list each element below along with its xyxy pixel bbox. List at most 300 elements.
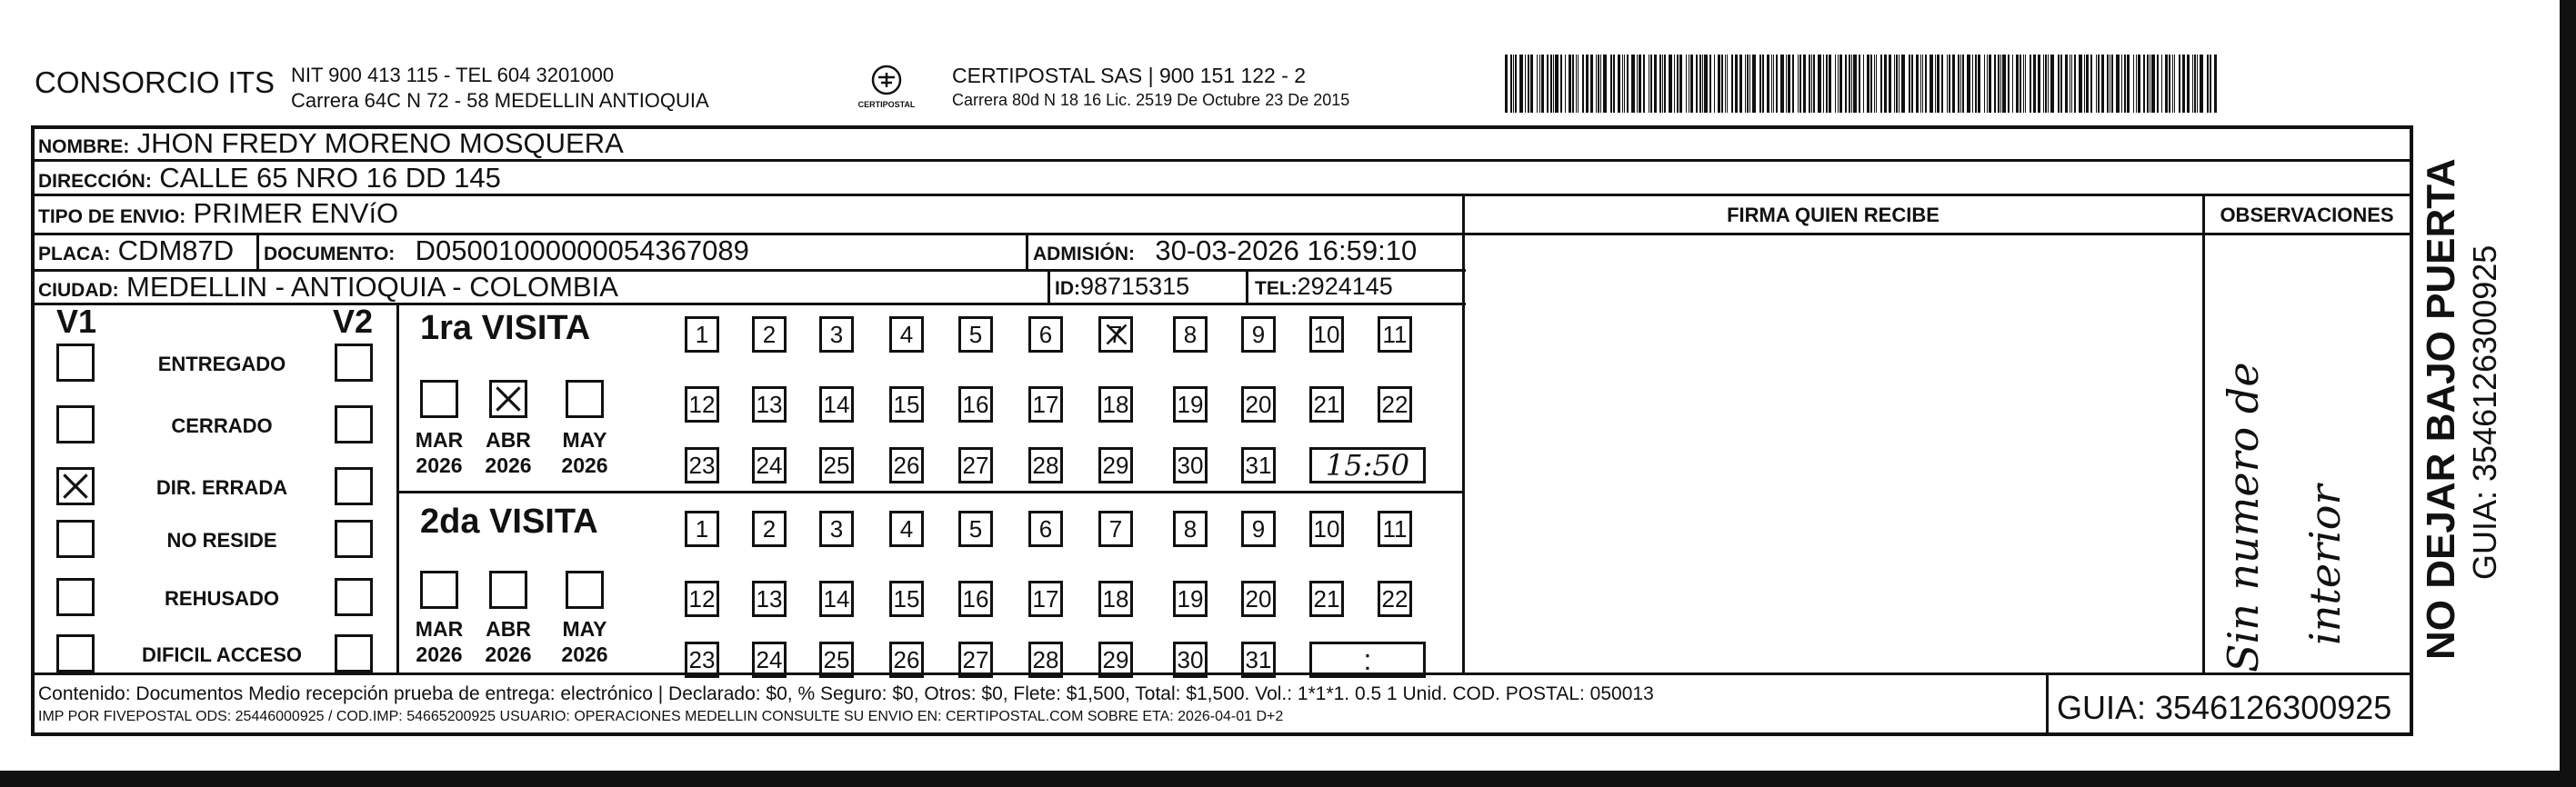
barcode-bar bbox=[1975, 55, 1977, 113]
barcode-bar bbox=[2143, 55, 2145, 113]
first-visit-day-11[interactable]: 11 bbox=[1378, 316, 1412, 353]
status-label: REHUSADO bbox=[165, 587, 279, 610]
second-visit-day-3[interactable]: 3 bbox=[819, 511, 854, 547]
barcode-bar bbox=[2207, 55, 2209, 113]
v2-header: V2 bbox=[333, 303, 374, 340]
admision-label: ADMISIÓN: bbox=[1033, 244, 1135, 264]
barcode-bar bbox=[2151, 55, 2155, 113]
barcode-bar bbox=[1735, 55, 1738, 113]
placa-label: PLACA: bbox=[38, 244, 111, 264]
company-name: CONSORCIO ITS bbox=[35, 65, 276, 99]
barcode-bar bbox=[1835, 55, 1836, 113]
second-visit-month-label bbox=[553, 616, 616, 667]
divider bbox=[1462, 195, 1465, 674]
first-visit-day-19[interactable]: 19 bbox=[1173, 386, 1208, 423]
first-visit-day-9[interactable]: 9 bbox=[1241, 316, 1276, 353]
barcode-bar bbox=[2194, 55, 2196, 113]
first-visit-month-checkbox-abr[interactable] bbox=[489, 380, 527, 418]
month-name: ABR bbox=[486, 617, 531, 641]
barcode-bar bbox=[1896, 55, 1898, 113]
barcode-bar bbox=[1624, 55, 1625, 113]
barcode-bar bbox=[1867, 55, 1869, 113]
barcode-bar bbox=[1553, 55, 1554, 113]
barcode-bar bbox=[2065, 55, 2068, 113]
barcode-bar bbox=[1752, 55, 1756, 113]
barcode-bar bbox=[2157, 55, 2159, 113]
status-label: ENTREGADO bbox=[157, 353, 286, 375]
barcode-bar bbox=[1749, 55, 1750, 113]
second-visit-time[interactable]: : bbox=[1309, 642, 1426, 678]
barcode-bar bbox=[1947, 55, 1948, 113]
barcode-bar bbox=[2174, 55, 2175, 113]
second-visit-day-25[interactable]: 25 bbox=[819, 642, 854, 678]
barcode-bar bbox=[1659, 55, 1661, 113]
month-name: MAR bbox=[415, 617, 464, 641]
barcode-bar bbox=[2058, 55, 2060, 113]
barcode-bar bbox=[1762, 55, 1764, 113]
barcode-bar bbox=[1669, 55, 1672, 113]
divider bbox=[2202, 195, 2205, 674]
barcode-bar bbox=[2030, 55, 2031, 113]
barcode-bar bbox=[1922, 55, 1923, 113]
barcode-bar bbox=[1586, 55, 1589, 113]
bottom-band bbox=[0, 771, 2576, 787]
barcode-bar bbox=[1967, 55, 1970, 113]
left-border bbox=[31, 125, 35, 734]
divider bbox=[396, 303, 399, 675]
barcode-bar bbox=[2121, 55, 2122, 113]
barcode-bar bbox=[1853, 55, 1857, 113]
barcode-bar bbox=[1884, 55, 1887, 113]
tipo-envio-label: TIPO DE ENVIO: bbox=[38, 206, 186, 227]
barcode-bar bbox=[2127, 55, 2130, 113]
barcode-bar bbox=[2200, 55, 2203, 113]
barcode-bar bbox=[1539, 55, 1540, 113]
barcode-bar bbox=[2012, 55, 2013, 113]
second-visit-day-1[interactable]: 1 bbox=[685, 511, 719, 547]
barcode-bar bbox=[2107, 55, 2109, 113]
barcode-bar bbox=[1747, 55, 1749, 113]
barcode-bar bbox=[2045, 55, 2047, 113]
second-visit-day-21[interactable]: 21 bbox=[1309, 581, 1344, 617]
second-visit-day-12[interactable]: 12 bbox=[685, 581, 719, 617]
nombre-row bbox=[38, 127, 624, 160]
company-nit: NIT 900 413 115 - TEL 604 3201000 bbox=[291, 64, 615, 86]
second-visit-day-27[interactable]: 27 bbox=[958, 642, 993, 678]
status-label: CERRADO bbox=[171, 414, 273, 437]
barcode-bar bbox=[2116, 55, 2120, 113]
tel-label: TEL: bbox=[1255, 278, 1298, 299]
barcode-bar bbox=[2187, 55, 2190, 113]
first-visit-day-7[interactable] bbox=[1098, 316, 1133, 353]
barcode-bar bbox=[1771, 55, 1772, 113]
second-visit-day-16[interactable]: 16 bbox=[958, 581, 993, 617]
v2-checkbox[interactable] bbox=[335, 634, 373, 672]
barcode-bar bbox=[1826, 55, 1828, 113]
first-visit-day-14[interactable]: 14 bbox=[819, 386, 854, 423]
first-visit-day-15[interactable]: 15 bbox=[889, 386, 924, 423]
footer-contenido: Contenido: Documentos Medio recepción prueba de entrega: electrónico | Declarado: $0, % Seguro: $0, Otros: $0, Flete: $1,500, Total: $1,500. Vol.: 1*1*1. 0.5 1 Unid. COD. POSTAL: 050013 bbox=[38, 683, 1654, 704]
barcode-bar bbox=[1637, 55, 1638, 113]
second-visit-day-9[interactable]: 9 bbox=[1241, 511, 1276, 547]
barcode-bar bbox=[1874, 55, 1875, 113]
right-border bbox=[2410, 125, 2413, 734]
barcode-bar bbox=[1818, 55, 1821, 113]
v2-checkbox[interactable] bbox=[335, 520, 373, 558]
direccion-value: CALLE 65 NRO 16 DD 145 bbox=[159, 162, 501, 194]
first-visit-month-label bbox=[553, 427, 616, 478]
barcode-bar bbox=[1960, 55, 1961, 113]
barcode-bar bbox=[2138, 55, 2140, 113]
first-visit-day-3[interactable]: 3 bbox=[819, 316, 854, 353]
first-visit-day-18[interactable]: 18 bbox=[1098, 386, 1133, 423]
barcode-bar bbox=[1916, 55, 1919, 113]
company-address: Carrera 64C N 72 - 58 MEDELLIN ANTIOQUIA bbox=[291, 89, 709, 112]
first-visit-day-29[interactable]: 29 bbox=[1098, 447, 1133, 483]
observacion-handwritten-line1: Sin numero de bbox=[2219, 362, 2268, 672]
second-visit-day-19[interactable]: 19 bbox=[1173, 581, 1208, 617]
second-visit-month-label bbox=[476, 616, 540, 667]
barcode-bar bbox=[1984, 55, 1985, 113]
second-visit-day-29[interactable]: 29 bbox=[1098, 642, 1133, 678]
second-visit-day-30[interactable]: 30 bbox=[1173, 642, 1208, 678]
barcode-bar bbox=[1989, 55, 1991, 113]
barcode-bar bbox=[1839, 55, 1842, 113]
barcode bbox=[1505, 55, 2223, 113]
v1-checkbox[interactable] bbox=[56, 344, 95, 382]
second-visit-day-15[interactable]: 15 bbox=[889, 581, 924, 617]
first-visit-day-27[interactable]: 27 bbox=[958, 447, 993, 483]
barcode-bar bbox=[1631, 55, 1635, 113]
barcode-bar bbox=[2016, 55, 2019, 113]
second-visit-day-24[interactable]: 24 bbox=[752, 642, 787, 678]
tipo-envio-row bbox=[38, 197, 398, 230]
second-visit-day-26[interactable]: 26 bbox=[889, 642, 924, 678]
day-number: 7 bbox=[1108, 320, 1123, 348]
barcode-bar bbox=[1829, 55, 1831, 113]
barcode-bar bbox=[1505, 55, 1508, 113]
barcode-bar bbox=[1513, 55, 1514, 113]
barcode-bar bbox=[1519, 55, 1523, 113]
barcode-bar bbox=[1803, 55, 1806, 113]
carrier-address: Carrera 80d N 18 16 Lic. 2519 De Octubre 23 De 2015 bbox=[952, 91, 1350, 109]
barcode-bar bbox=[1901, 55, 1905, 113]
barcode-bar bbox=[2169, 55, 2170, 113]
second-visit-day-6[interactable]: 6 bbox=[1028, 511, 1063, 547]
barcode-bar bbox=[2038, 55, 2040, 113]
barcode-bar bbox=[2020, 55, 2021, 113]
barcode-bar bbox=[2023, 55, 2024, 113]
first-visit-day-23[interactable]: 23 bbox=[685, 447, 719, 483]
first-visit-day-20[interactable]: 20 bbox=[1241, 386, 1276, 423]
barcode-bar bbox=[1677, 55, 1679, 113]
barcode-bar bbox=[2214, 55, 2217, 113]
second-visit-day-17[interactable]: 17 bbox=[1028, 581, 1063, 617]
divider bbox=[31, 672, 2413, 675]
barcode-bar bbox=[1704, 55, 1708, 113]
barcode-bar bbox=[1537, 55, 1538, 113]
barcode-bar bbox=[1935, 55, 1936, 113]
barcode-bar bbox=[1809, 55, 1810, 113]
barcode-bar bbox=[1714, 55, 1715, 113]
barcode-bar bbox=[1702, 55, 1703, 113]
first-visit-time[interactable]: 15:50 bbox=[1309, 447, 1426, 483]
tel-value: 2924145 bbox=[1297, 273, 1393, 300]
first-visit-month-checkbox-mar[interactable] bbox=[420, 380, 458, 418]
first-visit-day-2[interactable]: 2 bbox=[752, 316, 787, 353]
barcode-bar bbox=[1560, 55, 1562, 113]
barcode-bar bbox=[2098, 55, 2100, 113]
barcode-bar bbox=[1849, 55, 1850, 113]
barcode-bar bbox=[2133, 55, 2134, 113]
barcode-bar bbox=[2136, 55, 2137, 113]
barcode-bar bbox=[1788, 55, 1790, 113]
first-visit-day-17[interactable]: 17 bbox=[1028, 386, 1063, 423]
second-visit-day-10[interactable]: 10 bbox=[1309, 511, 1344, 547]
barcode-bar bbox=[1598, 55, 1599, 113]
first-visit-day-31[interactable]: 31 bbox=[1241, 447, 1276, 483]
barcode-bar bbox=[1600, 55, 1601, 113]
barcode-bar bbox=[1618, 55, 1620, 113]
barcode-bar bbox=[1894, 55, 1895, 113]
second-visit-day-23[interactable]: 23 bbox=[685, 642, 719, 678]
side-guia: GUIA: 3546126300925 bbox=[2466, 244, 2503, 580]
v2-checkbox[interactable] bbox=[335, 467, 373, 505]
v1-checkbox[interactable] bbox=[56, 405, 95, 443]
barcode-bar bbox=[1845, 55, 1847, 113]
barcode-bar bbox=[1610, 55, 1612, 113]
divider bbox=[1246, 269, 1248, 305]
second-visit-title: 2da VISITA bbox=[420, 503, 598, 541]
barcode-bar bbox=[2043, 55, 2044, 113]
barcode-bar bbox=[1639, 55, 1641, 113]
barcode-bar bbox=[1880, 55, 1882, 113]
second-visit-day-5[interactable]: 5 bbox=[958, 511, 993, 547]
certipostal-logo bbox=[855, 62, 918, 116]
first-visit-month-checkbox-may[interactable] bbox=[566, 380, 604, 418]
second-visit-day-11[interactable]: 11 bbox=[1378, 511, 1412, 547]
first-visit-day-4[interactable]: 4 bbox=[889, 316, 924, 353]
second-visit-day-18[interactable]: 18 bbox=[1098, 581, 1133, 617]
barcode-bar bbox=[1569, 55, 1571, 113]
first-visit-day-10[interactable]: 10 bbox=[1309, 316, 1344, 353]
first-visit-day-22[interactable]: 22 bbox=[1378, 386, 1412, 423]
second-visit-day-20[interactable]: 20 bbox=[1241, 581, 1276, 617]
barcode-bar bbox=[2025, 55, 2026, 113]
barcode-bar bbox=[1759, 55, 1761, 113]
month-name: MAR bbox=[415, 428, 464, 452]
barcode-bar bbox=[2096, 55, 2097, 113]
first-visit-day-6[interactable]: 6 bbox=[1028, 316, 1063, 353]
barcode-bar bbox=[1978, 55, 1980, 113]
barcode-bar bbox=[2079, 55, 2082, 113]
barcode-bar bbox=[1911, 55, 1913, 113]
direccion-label: DIRECCIÓN: bbox=[38, 171, 152, 192]
second-visit-month-checkbox-abr[interactable] bbox=[489, 571, 527, 609]
barcode-bar bbox=[1547, 55, 1549, 113]
barcode-bar bbox=[1696, 55, 1698, 113]
observacion-handwritten-line2: interior bbox=[2300, 484, 2350, 645]
documento-row bbox=[264, 234, 749, 267]
second-visit-day-14[interactable]: 14 bbox=[819, 581, 854, 617]
second-visit-day-8[interactable]: 8 bbox=[1173, 511, 1208, 547]
status-label: DIR. ERRADA bbox=[155, 476, 288, 499]
barcode-bar bbox=[1654, 55, 1657, 113]
barcode-bar bbox=[1699, 55, 1701, 113]
barcode-bar bbox=[1721, 55, 1723, 113]
first-visit-month-label bbox=[476, 427, 540, 478]
placa-row bbox=[38, 234, 234, 267]
barcode-bar bbox=[1767, 55, 1769, 113]
barcode-bar bbox=[1643, 55, 1645, 113]
first-visit-day-21[interactable]: 21 bbox=[1309, 386, 1344, 423]
barcode-bar bbox=[2086, 55, 2089, 113]
first-visit-day-13[interactable]: 13 bbox=[752, 386, 787, 423]
first-visit-day-26[interactable]: 26 bbox=[889, 447, 924, 483]
barcode-bar bbox=[2197, 55, 2198, 113]
barcode-bar bbox=[1949, 55, 1950, 113]
month-name: MAY bbox=[562, 617, 607, 641]
first-visit-day-25[interactable]: 25 bbox=[819, 447, 854, 483]
barcode-bar bbox=[1745, 55, 1746, 113]
barcode-bar bbox=[1776, 55, 1778, 113]
barcode-bar bbox=[1937, 55, 1940, 113]
id-row bbox=[1055, 273, 1189, 301]
second-visit-month-label bbox=[407, 616, 471, 667]
barcode-bar bbox=[1799, 55, 1801, 113]
barcode-bar bbox=[1565, 55, 1566, 113]
barcode-bar bbox=[1823, 55, 1824, 113]
footer-imp: IMP POR FIVEPOSTAL ODS: 25446000925 / COD.IMP: 54665200925 USUARIO: OPERACIONES MEDELLIN CONSULTE SU ENVIO EN: CERTIPOSTAL.COM SOBRE ETA: 2026-04-01 D+2 bbox=[38, 709, 1284, 724]
barcode-bar bbox=[1727, 55, 1728, 113]
second-visit-day-22[interactable]: 22 bbox=[1378, 581, 1412, 617]
nombre-value: JHON FREDY MORENO MOSQUERA bbox=[136, 127, 624, 159]
barcode-bar bbox=[1718, 55, 1720, 113]
id-label: ID: bbox=[1055, 278, 1080, 299]
placa-value: CDM87D bbox=[117, 234, 235, 266]
first-visit-day-1[interactable]: 1 bbox=[685, 316, 719, 353]
second-visit-month-checkbox-mar[interactable] bbox=[420, 571, 458, 609]
barcode-bar bbox=[1541, 55, 1544, 113]
barcode-bar bbox=[2002, 55, 2006, 113]
barcode-bar bbox=[1679, 55, 1682, 113]
barcode-bar bbox=[1920, 55, 1921, 113]
ciudad-value: MEDELLIN - ANTIOQUIA - COLOMBIA bbox=[126, 271, 618, 303]
day-check-mark bbox=[1103, 321, 1130, 348]
second-visit-day-31[interactable]: 31 bbox=[1241, 642, 1276, 678]
barcode-bar bbox=[1725, 55, 1726, 113]
barcode-bar bbox=[1596, 55, 1597, 113]
status-label: NO RESIDE bbox=[166, 529, 277, 552]
barcode-bar bbox=[2071, 55, 2072, 113]
barcode-bar bbox=[1662, 55, 1663, 113]
id-value: 98715315 bbox=[1080, 273, 1190, 300]
barcode-bar bbox=[1972, 55, 1973, 113]
v2-checkbox[interactable] bbox=[335, 344, 373, 382]
barcode-bar bbox=[2147, 55, 2149, 113]
barcode-bar bbox=[1838, 55, 1839, 113]
tel-row bbox=[1255, 273, 1393, 301]
divider bbox=[396, 491, 1465, 493]
v1-checkbox[interactable] bbox=[56, 467, 95, 505]
divider bbox=[1047, 269, 1050, 305]
barcode-bar bbox=[1674, 55, 1675, 113]
month-year: 2026 bbox=[485, 453, 532, 477]
firma-header: FIRMA QUIEN RECIBE bbox=[1727, 204, 1940, 226]
barcode-bar bbox=[1576, 55, 1577, 113]
tipo-envio-value: PRIMER ENVíO bbox=[193, 197, 399, 229]
barcode-bar bbox=[1876, 55, 1877, 113]
barcode-bar bbox=[2000, 55, 2001, 113]
barcode-bar bbox=[2210, 55, 2211, 113]
barcode-bar bbox=[1650, 55, 1652, 113]
barcode-bar bbox=[1525, 55, 1526, 113]
first-visit-day-12[interactable]: 12 bbox=[685, 386, 719, 423]
barcode-bar bbox=[1709, 55, 1711, 113]
month-year: 2026 bbox=[561, 643, 608, 666]
right-band bbox=[2560, 0, 2576, 787]
second-visit-month-checkbox-may[interactable] bbox=[566, 571, 604, 609]
barcode-bar bbox=[1987, 55, 1988, 113]
first-visit-month-label bbox=[407, 427, 471, 478]
v1-checkbox[interactable] bbox=[56, 578, 95, 616]
logo-caption: CERTIPOSTAL bbox=[857, 100, 916, 109]
v2-checkbox[interactable] bbox=[335, 405, 373, 443]
first-visit-title: 1ra VISITA bbox=[420, 309, 591, 347]
v1-checkbox[interactable] bbox=[56, 520, 95, 558]
ciudad-label: CIUDAD: bbox=[38, 280, 119, 301]
barcode-bar bbox=[1664, 55, 1666, 113]
first-visit-day-5[interactable]: 5 bbox=[958, 316, 993, 353]
nombre-label: NOMBRE: bbox=[38, 136, 130, 157]
second-visit-day-13[interactable]: 13 bbox=[752, 581, 787, 617]
barcode-bar bbox=[1962, 55, 1964, 113]
first-visit-day-24[interactable]: 24 bbox=[752, 447, 787, 483]
barcode-bar bbox=[1690, 55, 1693, 113]
v1-checkbox[interactable] bbox=[56, 634, 95, 672]
barcode-bar bbox=[2124, 55, 2126, 113]
barcode-bar bbox=[2090, 55, 2092, 113]
carrier-name: CERTIPOSTAL SAS | 900 151 122 - 2 bbox=[952, 64, 1307, 87]
side-warning: NO DEJAR BAJO PUERTA bbox=[2419, 158, 2463, 660]
admision-row bbox=[1033, 234, 1417, 267]
barcode-bar bbox=[2101, 55, 2104, 113]
first-visit-day-16[interactable]: 16 bbox=[958, 386, 993, 423]
second-visit-day-7[interactable]: 7 bbox=[1098, 511, 1133, 547]
first-visit-day-30[interactable]: 30 bbox=[1173, 447, 1208, 483]
barcode-bar bbox=[1530, 55, 1533, 113]
barcode-bar bbox=[1572, 55, 1574, 113]
barcode-bar bbox=[1929, 55, 1933, 113]
barcode-bar bbox=[1792, 55, 1794, 113]
v2-checkbox[interactable] bbox=[335, 578, 373, 616]
first-visit-day-28[interactable]: 28 bbox=[1028, 447, 1063, 483]
barcode-bar bbox=[2161, 55, 2162, 113]
month-year: 2026 bbox=[561, 453, 608, 477]
second-visit-day-28[interactable]: 28 bbox=[1028, 642, 1063, 678]
barcode-bar bbox=[1811, 55, 1812, 113]
barcode-bar bbox=[1739, 55, 1742, 113]
first-visit-day-8[interactable]: 8 bbox=[1173, 316, 1208, 353]
second-visit-day-2[interactable]: 2 bbox=[752, 511, 787, 547]
documento-label: DOCUMENTO: bbox=[264, 244, 396, 264]
ciudad-row bbox=[38, 271, 618, 304]
divider bbox=[1026, 233, 1028, 271]
barcode-bar bbox=[2048, 55, 2049, 113]
barcode-bar bbox=[1952, 55, 1955, 113]
second-visit-day-4[interactable]: 4 bbox=[889, 511, 924, 547]
barcode-bar bbox=[1813, 55, 1815, 113]
